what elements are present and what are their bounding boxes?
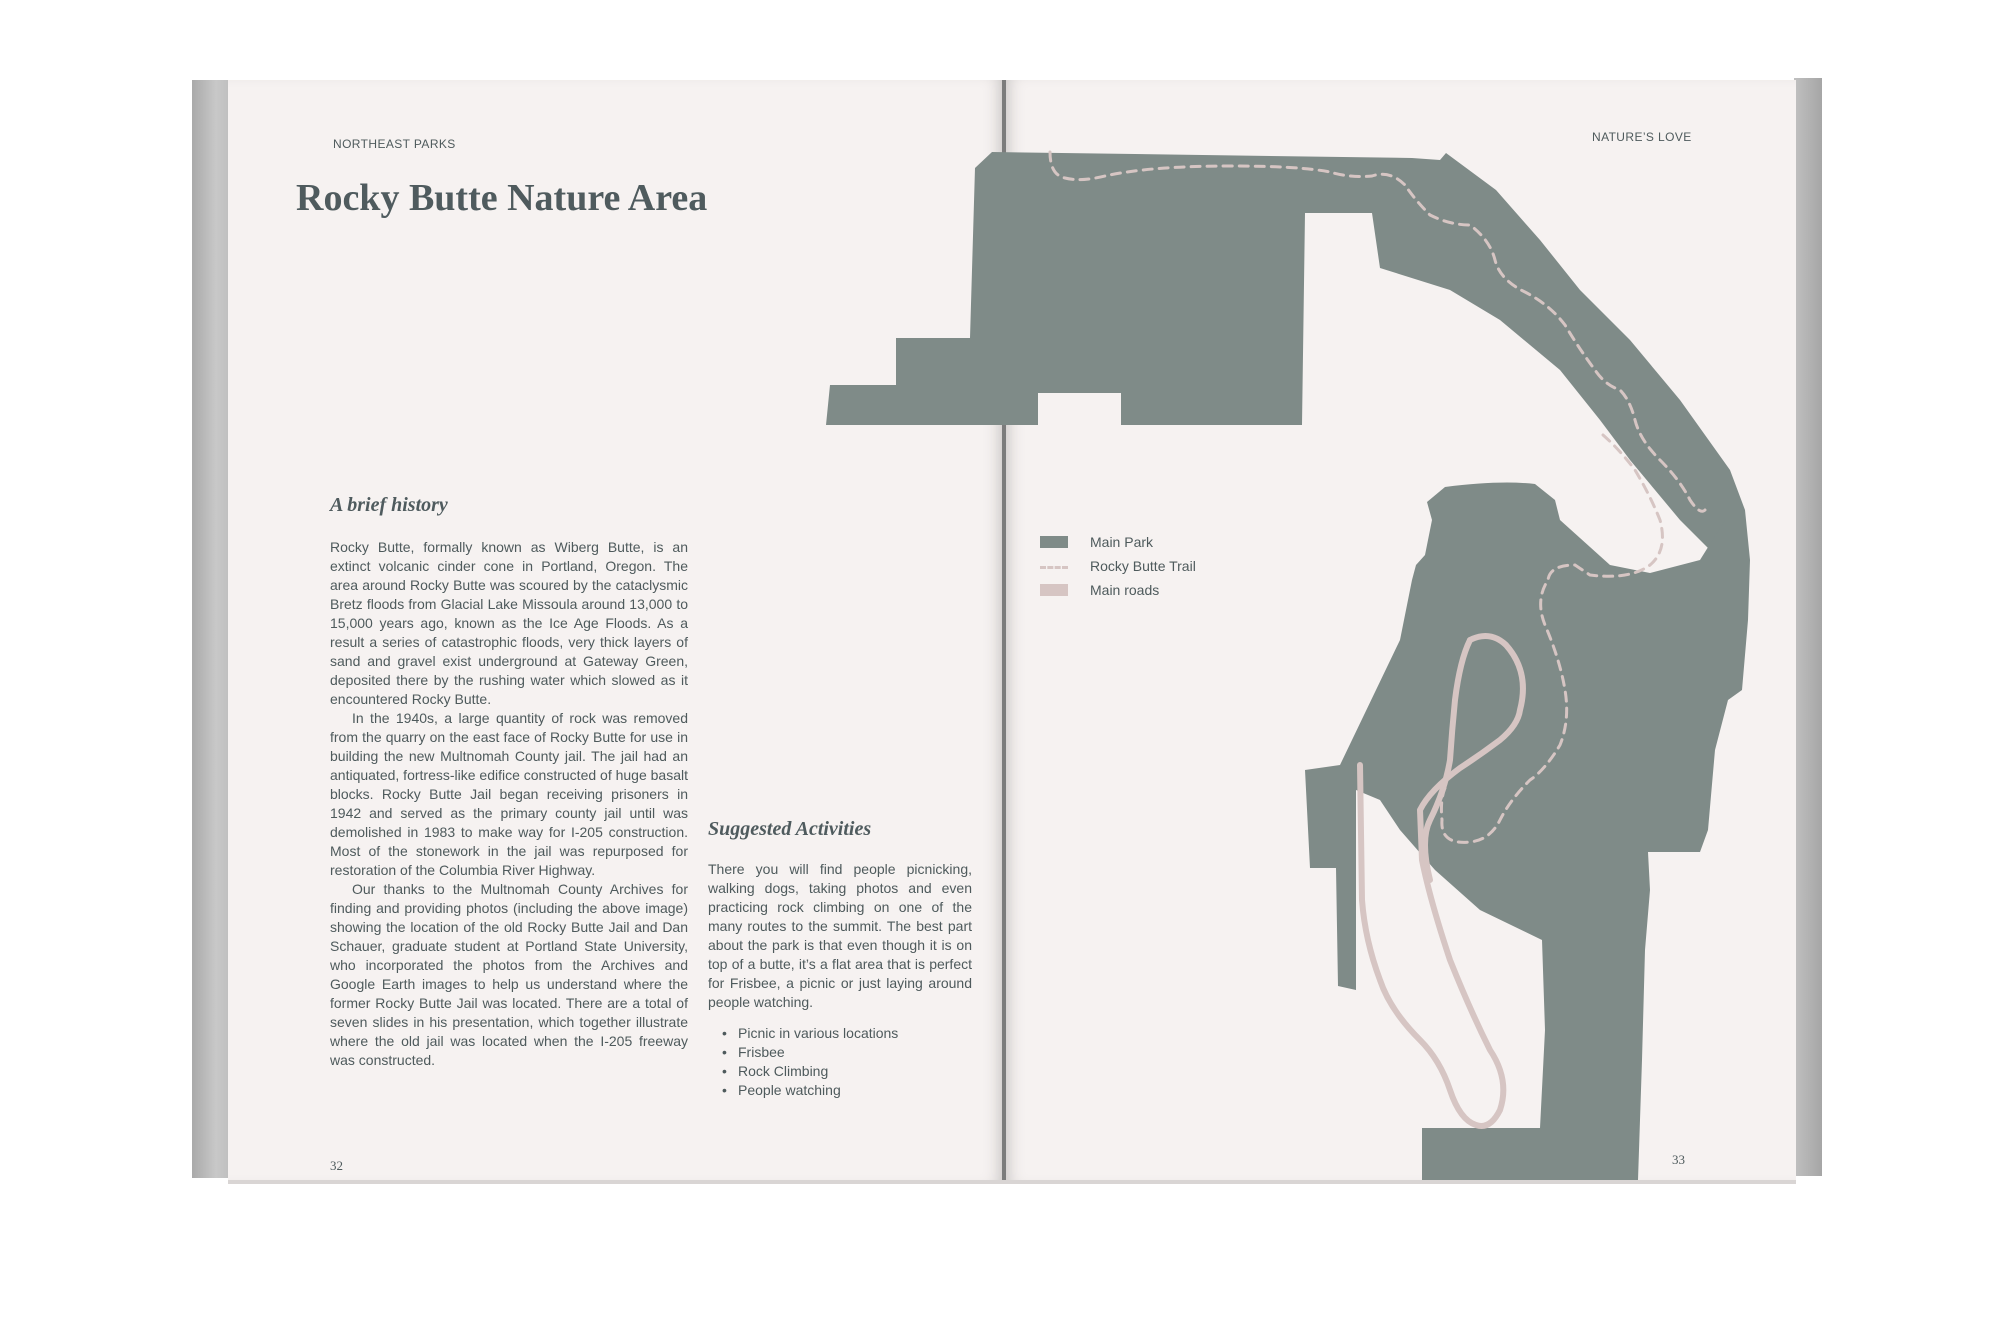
list-item-label: Rock Climbing (738, 1063, 829, 1079)
park-area-south (1305, 483, 1750, 1180)
map-legend (1040, 530, 1196, 602)
legend-label: Rocky Butte Trail (1090, 558, 1196, 574)
list-item (722, 1024, 898, 1043)
road-swatch-icon (1040, 584, 1068, 596)
history-paragraph: In the 1940s, a large quantity of rock was removed from the quarry on the east face of Rocky Butte for use in building the new Multnomah County jail. The jail had an antiquated, fortress-like edifice constructed of huge basalt blocks. Rocky Butte Jail began receiving prisoners in 1942 and served as the primary county jail until was demolished in 1983 to make way for I-205 construction. Most of the stonework in the jail was repurposed for restoration of the Columbia River Highway. (330, 710, 688, 878)
activities-heading: Suggested Activities (708, 818, 872, 840)
park-area-north (826, 152, 1745, 560)
running-head-right: NATURE’S LOVE (1592, 130, 1692, 144)
legend-label: Main Park (1090, 534, 1154, 550)
list-item (722, 1043, 898, 1062)
legend-item-main-park (1040, 530, 1196, 554)
bullet-icon: • (722, 1063, 727, 1079)
legend-label: Main roads (1090, 582, 1160, 598)
page-number-right: 33 (1672, 1152, 1685, 1167)
trail-swatch-icon (1040, 566, 1068, 569)
history-body (330, 538, 688, 1070)
list-item-label: Frisbee (738, 1044, 785, 1060)
page-title: Rocky Butte Nature Area (296, 177, 708, 219)
list-item (722, 1081, 898, 1100)
page-number-left: 32 (330, 1158, 343, 1173)
list-item-label: Picnic in various locations (738, 1025, 899, 1041)
legend-item-trail (1040, 554, 1196, 578)
history-paragraph: Rocky Butte, formally known as Wiberg Butte, is an extinct volcanic cinder cone in Portland, Oregon. The area around Rocky Butte was scoured by the cataclysmic Bretz floods from Glacial Lake Missoula around 13,000 to 15,000 years ago, known as the Ice Age Floods. As a result a series of catastrophic floods, very thick layers of sand and gravel exist underground at Gateway Green, deposited there by the rushing water which slowed as it encountered Rocky Butte. (330, 539, 688, 707)
bullet-icon: • (722, 1025, 727, 1041)
activities-paragraph: There you will find people picnicking, walking dogs, taking photos and even practicing rock climbing on one of the many routes to the summit. The best part about the park is that even though it is on top of a butte, it’s a flat area that is perfect for Frisbee, a picnic or just laying around people watching. (708, 861, 972, 1010)
main-park-area (826, 152, 1750, 1180)
activities-list (722, 1024, 898, 1100)
legend-item-roads (1040, 578, 1196, 602)
list-item (722, 1062, 898, 1081)
park-swatch-icon (1040, 536, 1068, 548)
history-heading: A brief history (330, 494, 448, 516)
history-paragraph: Our thanks to the Multnomah County Archives for finding and providing photos (including the above image) showing the location of the old Rocky Butte Jail and Dan Schauer, graduate student at Portland State University, who incorporated the photos from the Archives and Google Earth images to help us understand where the former Rocky Butte Jail was located. There are a total of seven slides in his presentation, which together illustrate where the old jail was located when the I-205 freeway was constructed. (330, 881, 688, 1068)
activities-body (708, 860, 972, 1012)
bullet-icon: • (722, 1082, 727, 1098)
bullet-icon: • (722, 1044, 727, 1060)
running-head-left: NORTHEAST PARKS (333, 137, 456, 151)
list-item-label: People watching (738, 1082, 841, 1098)
